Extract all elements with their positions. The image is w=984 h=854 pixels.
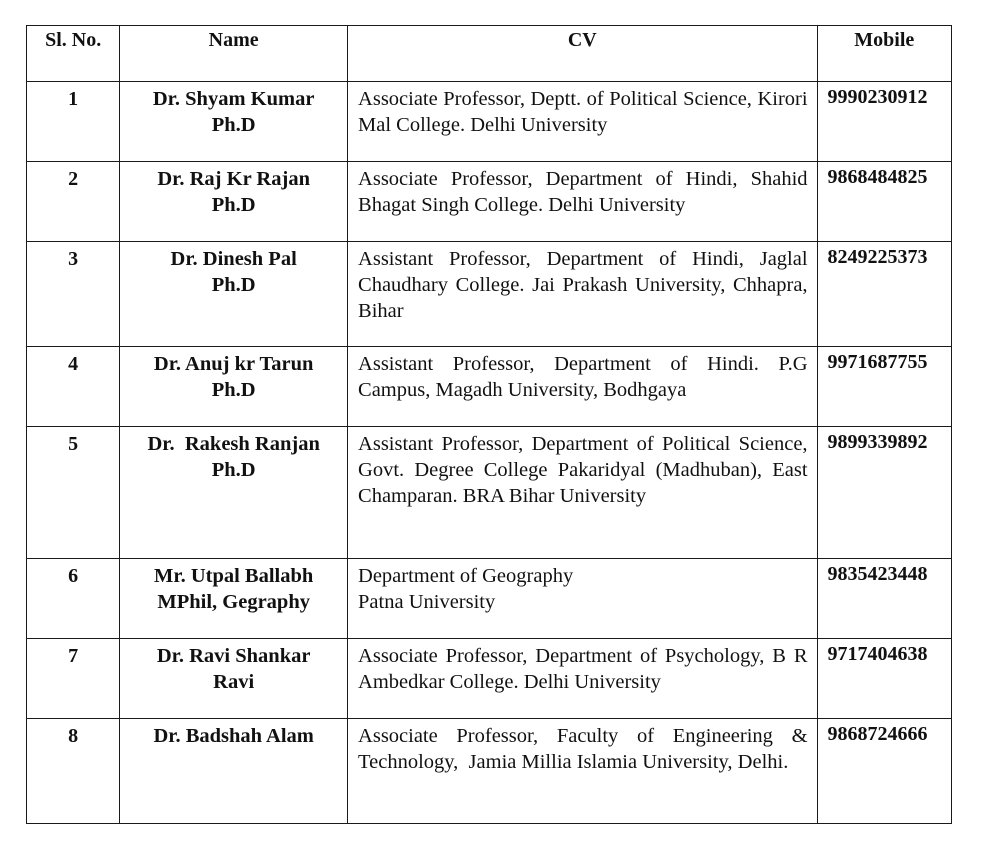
name-text: Dr. Raj Kr Rajan xyxy=(157,168,310,190)
qualification-text: MPhil, Gegraphy xyxy=(157,591,310,613)
mobile-cell: 9868724666 xyxy=(817,719,951,824)
header-row xyxy=(27,26,952,82)
name-cell xyxy=(120,427,348,559)
sl-no-cell: 1 xyxy=(27,82,120,162)
cv-cell: Assistant Professor, Department of Political Science, Govt. Degree College Pakaridyal (Madhuban), East Champaran. BRA Bihar University xyxy=(348,427,818,559)
mobile-cell: 9899339892 xyxy=(817,427,951,559)
table-row xyxy=(27,82,952,162)
header-cv: CV xyxy=(348,26,818,82)
header-name: Name xyxy=(120,26,348,82)
name-cell xyxy=(120,639,348,719)
sl-no-cell: 3 xyxy=(27,242,120,347)
table-row xyxy=(27,719,952,824)
name-text: Dr. Shyam Kumar xyxy=(152,88,315,110)
qualification-text: Ph.D xyxy=(211,194,256,216)
mobile-cell: 9990230912 xyxy=(817,82,951,162)
university-text: Patna University xyxy=(358,591,496,613)
name-text: Dr. Ravi Shankar xyxy=(156,645,311,667)
sl-no-cell: 6 xyxy=(27,559,120,639)
name-cell xyxy=(120,347,348,427)
name-text: Dr. Anuj kr Tarun xyxy=(153,353,314,375)
cv-cell: Associate Professor, Deptt. of Political Science, Kirori Mal College. Delhi University xyxy=(348,82,818,162)
cv-cell: Assistant Professor, Department of Hindi. P.G Campus, Magadh University, Bodhgaya xyxy=(348,347,818,427)
cv-cell: Associate Professor, Department of Psychology, B R Ambedkar College. Delhi University xyxy=(348,639,818,719)
qualification-text: Ph.D xyxy=(211,114,256,136)
name-cell xyxy=(120,559,348,639)
cv-cell: Associate Professor, Department of Hindi, Shahid Bhagat Singh College. Delhi University xyxy=(348,162,818,242)
name-text: Dr. Rakesh Ranjan xyxy=(147,433,320,455)
name-cell xyxy=(120,162,348,242)
qualification-text: Ph.D xyxy=(211,379,256,401)
header-mobile: Mobile xyxy=(817,26,951,82)
mobile-cell: 9971687755 xyxy=(817,347,951,427)
qualification-text: Ph.D xyxy=(211,459,256,481)
mobile-cell: 8249225373 xyxy=(817,242,951,347)
sl-no-cell: 7 xyxy=(27,639,120,719)
cv-cell xyxy=(348,559,818,639)
name-text: Mr. Utpal Ballabh xyxy=(154,565,314,587)
qualification-text: Ph.D xyxy=(211,274,256,296)
cv-cell: Assistant Professor, Department of Hindi, Jaglal Chaudhary College. Jai Prakash University, Chhapra, Bihar xyxy=(348,242,818,347)
contact-table xyxy=(26,25,952,824)
name-cell xyxy=(120,82,348,162)
table-row xyxy=(27,639,952,719)
sl-no-cell: 5 xyxy=(27,427,120,559)
table-row xyxy=(27,427,952,559)
cv-cell: Associate Professor, Faculty of Engineering & Technology, Jamia Millia Islamia University, Delhi. xyxy=(348,719,818,824)
name-text: Dr. Dinesh Pal xyxy=(170,248,297,270)
name-cell xyxy=(120,242,348,347)
qualification-text: Ravi xyxy=(213,671,255,693)
mobile-cell: 9868484825 xyxy=(817,162,951,242)
table-row xyxy=(27,347,952,427)
sl-no-cell: 2 xyxy=(27,162,120,242)
sl-no-cell: 4 xyxy=(27,347,120,427)
table-row xyxy=(27,242,952,347)
table-row xyxy=(27,162,952,242)
mobile-cell: 9717404638 xyxy=(817,639,951,719)
name-text: Dr. Badshah Alam xyxy=(153,725,314,747)
table-row xyxy=(27,559,952,639)
department-text: Department of Geography xyxy=(358,565,574,587)
name-cell xyxy=(120,719,348,824)
mobile-cell: 9835423448 xyxy=(817,559,951,639)
sl-no-cell: 8 xyxy=(27,719,120,824)
header-sl-no: Sl. No. xyxy=(27,26,120,82)
